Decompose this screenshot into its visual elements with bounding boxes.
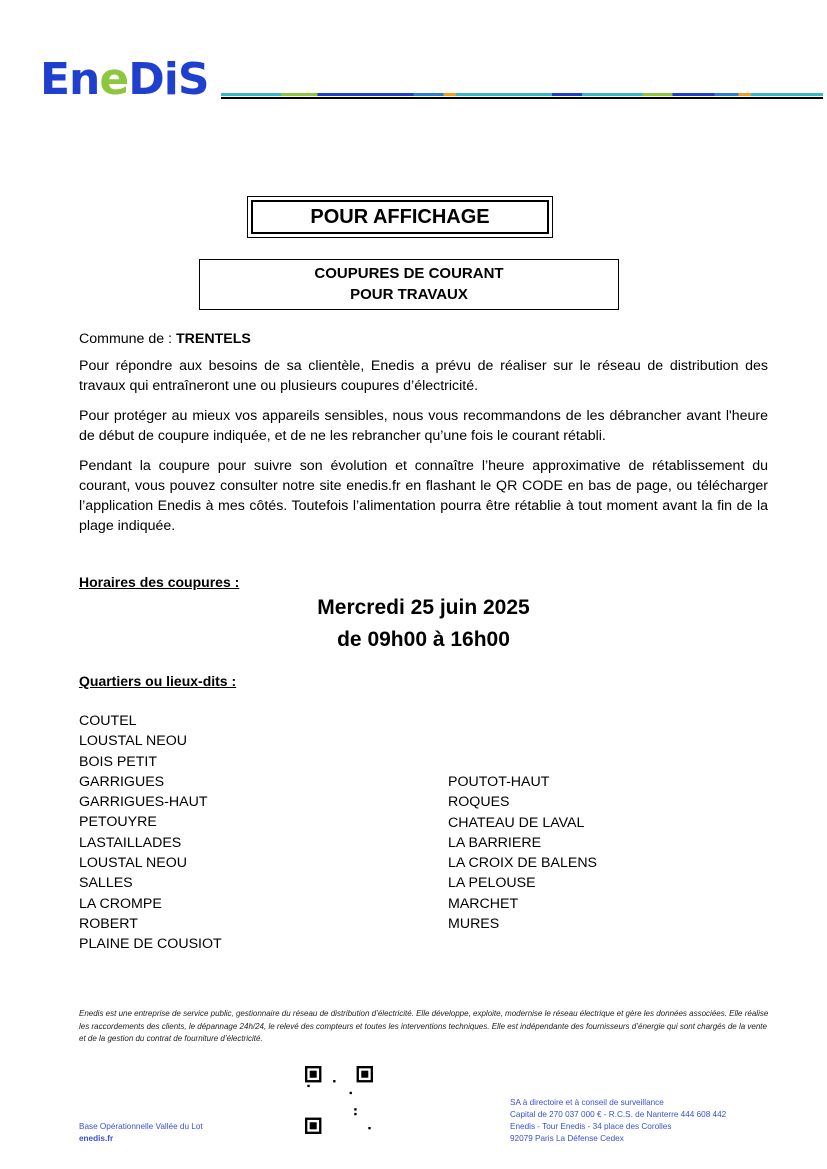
footer-left [79, 1121, 203, 1145]
place-item: CHATEAU DE LAVAL [448, 814, 585, 831]
commune-label: Commune de : [79, 331, 176, 347]
paragraph: Pour protéger au mieux vos appareils sensibles, nous vous recommandons de les débrancher avant l'heure de début de coupure indiquée, et de ne les rebrancher qu’une fois le courant rétabli. [79, 408, 768, 444]
place-item: BOIS PETIT [79, 753, 158, 770]
footer-legal-line: Enedis - Tour Enedis - 34 place des Corolles [510, 1122, 672, 1131]
place-item: LA BARRIERE [448, 834, 542, 851]
schedule-heading: Horaires des coupures : [79, 574, 240, 590]
footer-note: Enedis est une entreprise de service public, gestionnaire du réseau de distribution d’électricité. Elle développe, exploite, modernise le réseau électrique et gère les données associées. Elle réalise les raccordements des clients, le dépannage 24h/24, le relevé des compteurs et toutes les interventions techniques. Elle est indépendante des fournisseurs d’énergie qui sont chargés de la vente et de la gestion du contrat de fourniture d’électricité. [79, 1009, 769, 1043]
qr-code[interactable] [305, 1066, 373, 1134]
paragraph: Pour répondre aux besoins de sa clientèle, Enedis a prévu de réaliser sur le réseau de distribution des travaux qui entraîneront une ou plusieurs coupures d’électricité. [79, 358, 768, 394]
place-item: MARCHET [448, 895, 519, 912]
place-item: LA CROIX DE BALENS [448, 855, 598, 872]
place-item: COUTEL [79, 713, 137, 729]
places-list-left [79, 711, 222, 955]
title: POUR AFFICHAGE [251, 200, 549, 234]
subtitle-line: POUR TRAVAUX [350, 286, 468, 303]
subtitle-line: COUPURES DE COURANT [314, 265, 504, 282]
enedis-logo: EneDiS [40, 54, 209, 105]
place-item: LASTAILLADES [79, 834, 182, 851]
schedule-date: Mercredi 25 juin 2025 [317, 596, 530, 619]
footer-right [510, 1097, 726, 1145]
footer-legal-line: 92079 Paris La Défense Cedex [510, 1134, 624, 1143]
place-item: PETOUYRE [79, 814, 157, 831]
footer-legal-line: SA à directoire et à conseil de surveillance [510, 1098, 664, 1107]
subtitle-box [199, 259, 619, 310]
title-box [247, 196, 553, 238]
header-rule [221, 93, 823, 99]
place-item: POUTOT-HAUT [448, 774, 550, 790]
place-item: LOUSTAL NEOU [79, 733, 188, 750]
schedule-time: de 09h00 à 16h00 [337, 628, 510, 651]
place-item: GARRIGUES-HAUT [79, 794, 208, 811]
paragraph: Pendant la coupure pour suivre son évolution et connaître l’heure approximative de rétablissement du courant, vous pouvez consulter notre site enedis.fr en flashant le QR CODE en bas de page, ou télécharger l’application Enedis à mes côtés. Toutefois l’alimentation pourra être rétablie à tout moment avant la fin de la plage indiquée. [79, 458, 768, 534]
commune-value: TRENTELS [176, 331, 251, 347]
commune [79, 329, 768, 349]
place-item: SALLES [79, 875, 133, 892]
place-item: LOUSTAL NEOU [79, 855, 188, 872]
place-item: LA CROMPE [79, 895, 162, 912]
place-item: PLAINE DE COUSIOT [79, 936, 222, 953]
footer-legal-line: Capital de 270 037 000 € - R.C.S. de Nanterre 444 608 442 [510, 1110, 727, 1119]
place-item: LA PELOUSE [448, 875, 536, 892]
place-item: GARRIGUES [79, 773, 165, 790]
places-heading: Quartiers ou lieux-dits : [79, 673, 237, 689]
place-item: ROBERT [79, 915, 138, 932]
place-item: MURES [448, 916, 500, 933]
footer-website-link[interactable]: enedis.fr [79, 1134, 114, 1143]
places-list-right [448, 772, 597, 934]
place-item: ROQUES [448, 794, 510, 811]
footer-base: Base Opérationnelle Vallée du Lot [79, 1122, 203, 1131]
